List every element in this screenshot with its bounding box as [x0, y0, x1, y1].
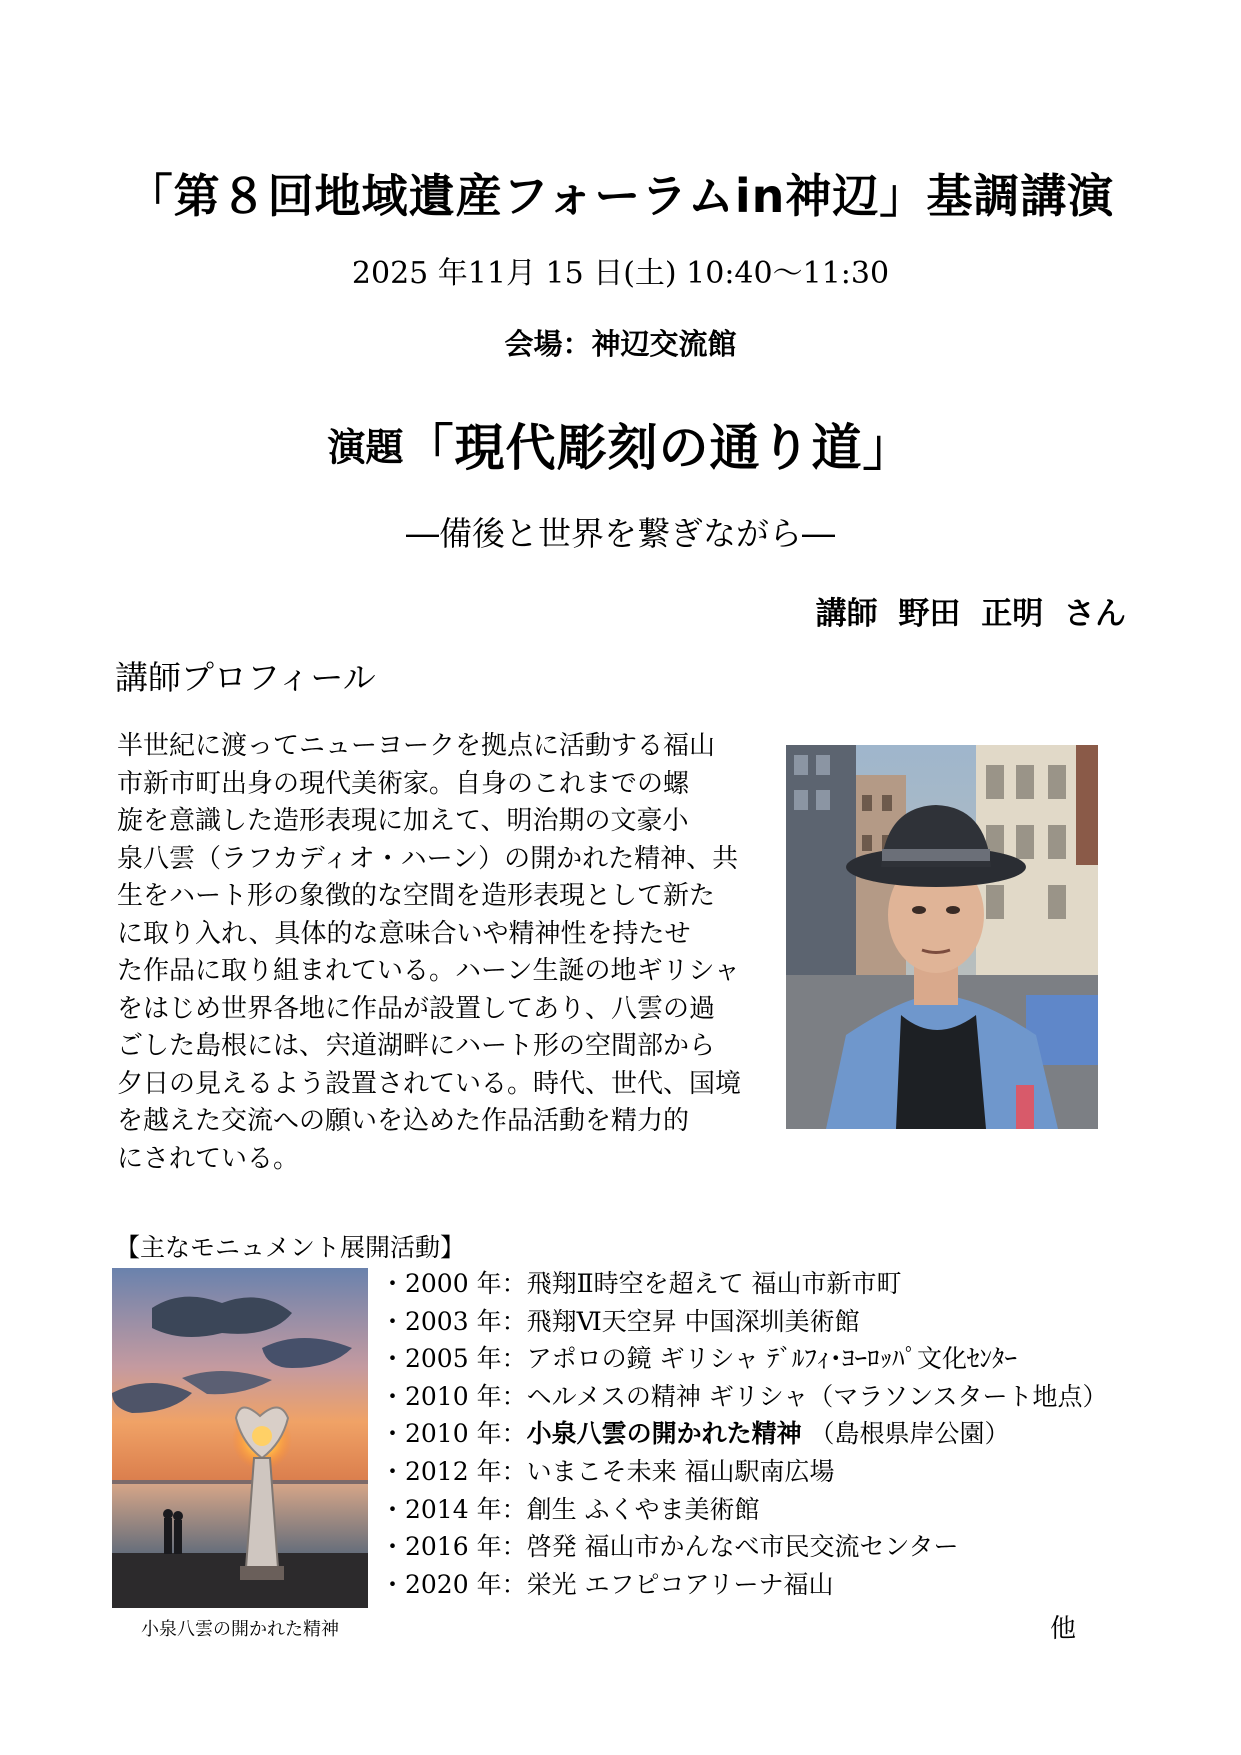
profile-bio [117, 728, 757, 1178]
item-work: 飛翔Ⅱ時空を超えて 福山市新市町 [526, 1269, 902, 1298]
event-venue: 会場：神辺交流館 [504, 327, 737, 361]
lecture-title-block [0, 408, 1241, 480]
lecturer-name: 講師 野田 正明 さん [815, 596, 1126, 632]
monument-photo-caption: 小泉八雲の開かれた精神 [141, 1619, 339, 1640]
bio-line: 旋を意識した造形表現に加えて、明治期の文豪小 [117, 806, 689, 836]
event-datetime: 2025 年11月 15 日(土) 10:40～11:30 [351, 256, 890, 291]
monument-photo [112, 1268, 368, 1608]
item-work: 啓発 福山市かんなべ市民交流センター [526, 1532, 959, 1562]
bio-line: た作品に取り組まれている。ハーン生誕の地ギリシャ [117, 956, 740, 986]
bio-line: 泉八雲（ラフカディオ・ハーン）の開かれた精神、共 [117, 843, 739, 874]
item-year: ・2005 年： [380, 1344, 527, 1374]
item-year: ・2020 年： [380, 1569, 527, 1599]
item-year: ・2016 年： [380, 1532, 527, 1562]
list-item [380, 1265, 1108, 1303]
item-work: 飛翔Ⅵ天空昇 中国深圳美術館 [526, 1306, 860, 1336]
item-work: ヘルメスの精神 ギリシャ（マラソンスタート地点） [526, 1381, 1108, 1411]
list-item [380, 1303, 1108, 1341]
item-work: 創生 ふくやま美術館 [526, 1494, 760, 1524]
item-year: ・2012 年： [380, 1456, 527, 1486]
item-work: 小泉八雲の開かれた精神 [526, 1419, 802, 1449]
lecture-label: 演題 [327, 425, 404, 470]
lecturer-photo [786, 745, 1098, 1129]
item-year: ・2010 年： [380, 1419, 527, 1449]
item-year: ・2003 年： [380, 1306, 527, 1336]
bio-line: 生をハート形の象徴的な空間を造形表現として新た [117, 881, 716, 911]
list-item [380, 1453, 1108, 1491]
bio-line: 半世紀に渡ってニューヨークを拠点に活動する福山 [117, 731, 716, 761]
item-work: アポロの鏡 ギリシャ ﾃﾞﾙﾌｨ･ﾖｰﾛｯﾊﾟ文化ｾﾝﾀｰ [526, 1344, 1017, 1374]
bio-line: にされている。 [117, 1143, 300, 1174]
bio-line: を越えた交流への願いを込めた作品活動を精力的 [117, 1106, 690, 1136]
list-item [380, 1566, 1108, 1604]
item-work: 栄光 エフピコアリーナ福山 [526, 1569, 834, 1599]
list-item [380, 1340, 1108, 1378]
monuments-heading: 【主なモニュメント展開活動】 [115, 1233, 466, 1262]
item-place: （島根県岸公園） [801, 1419, 1010, 1449]
list-item [380, 1491, 1108, 1529]
list-item [380, 1415, 1108, 1453]
item-year: ・2010 年： [380, 1381, 527, 1411]
list-item [380, 1528, 1108, 1566]
item-work: いまこそ未来 福山駅南広場 [526, 1456, 835, 1486]
list-item [380, 1378, 1108, 1416]
item-year: ・2014 年： [380, 1494, 527, 1524]
bio-line: に取り入れ、具体的な意味合いや精神性を持たせ [117, 918, 691, 949]
bio-line: 市新市町出身の現代美術家。自身のこれまでの螺 [117, 768, 690, 799]
item-year: ・2000 年： [380, 1269, 527, 1298]
etc-note: 他 [1050, 1614, 1077, 1644]
lecture-title: 「現代彫刻の通り道」 [403, 419, 914, 477]
monument-list [380, 1265, 1108, 1603]
bio-line: ごした島根には、宍道湖畔にハート形の空間部から [117, 1031, 716, 1061]
bio-line: をはじめ世界各地に作品が設置してあり、八雲の過 [117, 993, 716, 1024]
event-title: 「第８回地域遺産フォーラムin神辺」基調講演 [126, 169, 1115, 223]
bio-line: 夕日の見えるよう設置されている。時代、世代、国境 [117, 1068, 742, 1099]
profile-heading: 講師プロフィール [115, 658, 376, 697]
lecture-subtitle: ―備後と世界を繋ぎながら― [406, 514, 835, 553]
